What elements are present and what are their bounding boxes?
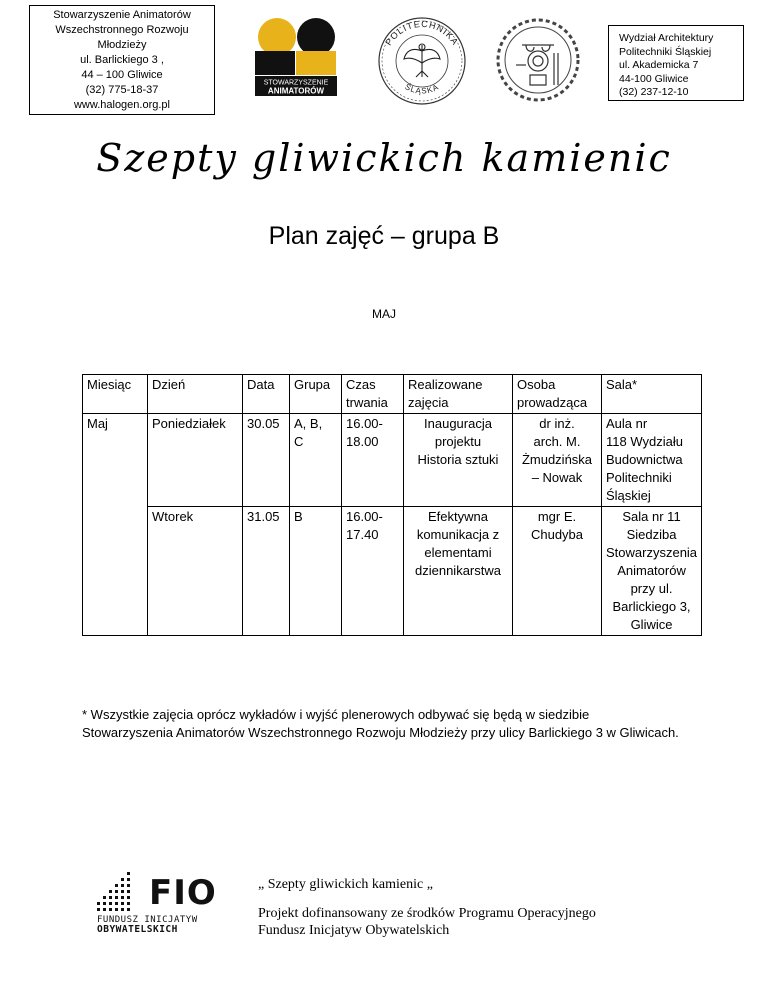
table-row [83, 414, 702, 507]
logo-text-line1: STOWARZYSZENIE [263, 79, 329, 87]
address-line: ul. Akademicka 7 [619, 59, 699, 71]
footer-line: Projekt dofinansowany ze środków Programu Operacyjnego [258, 906, 596, 921]
header-date: Data [243, 375, 290, 414]
faculty-emblem [492, 15, 584, 105]
address-line: (32) 237-12-10 [619, 86, 689, 98]
dots-grid-icon [97, 872, 130, 911]
header-group: Grupa [290, 375, 342, 414]
table-header-row [83, 375, 702, 414]
cell-room: Aula nr 118 Wydziału Budownictwa Politechniki Śląskiej [602, 414, 702, 507]
schedule-table [82, 374, 702, 636]
page-subtitle: Plan zajęć – grupa B [268, 222, 500, 250]
cell-activity: Efektywna komunikacja z elementami dziennikarstwa [404, 507, 513, 636]
fio-line1: FUNDUSZ INICJATYW [97, 915, 198, 925]
logo-text-line2: ANIMATORÓW [267, 86, 325, 96]
header-duration: Czas trwania [342, 375, 404, 414]
fio-line2: OBYWATELSKICH [97, 924, 178, 934]
cell-room: Sala nr 11 Siedziba Stowarzyszenia Animatorów przy ul. Barlickiego 3, Gliwice [602, 507, 702, 636]
header-day: Dzień [148, 375, 243, 414]
month-label: MAJ [372, 307, 396, 321]
cell-group: A, B, C [290, 414, 342, 507]
cell-time: 16.00- 17.40 [342, 507, 404, 636]
header-room: Sala* [602, 375, 702, 414]
eagle-icon [404, 44, 440, 77]
svg-text:ŚLĄSKA [403, 82, 440, 95]
cell-month: Maj [83, 414, 148, 636]
address-line: ul. Barlickiego 3 , [80, 54, 164, 66]
cell-date: 30.05 [243, 414, 290, 507]
address-line: Wszechstronnego Rozwoju [55, 24, 189, 36]
association-address-box [29, 5, 215, 115]
cell-person: dr inż. arch. M. Żmudzińska – Nowak [513, 414, 602, 507]
fio-wordmark: FIO [149, 873, 217, 913]
header-person: Osoba prowadząca [513, 375, 602, 414]
logo-black-circle [297, 18, 335, 56]
svg-text:POLITECHNIKA [383, 19, 460, 47]
website-link[interactable]: www.halogen.org.pl [73, 99, 170, 111]
politechnika-seal [372, 15, 472, 105]
address-line: 44 – 100 Gliwice [81, 69, 163, 81]
seal-bottom-text: ŚLĄSKA [403, 82, 441, 96]
cell-date: 31.05 [243, 507, 290, 636]
footer-quote: „ Szepty gliwickich kamienic „ [258, 877, 433, 892]
seal-top-text: POLITECHNIKA [383, 18, 461, 48]
header-month: Miesiąc [83, 375, 148, 414]
address-line: Stowarzyszenie Animatorów [53, 9, 191, 21]
footnote: * Wszystkie zajęcia oprócz wykładów i wyjść plenerowych odbywać się będą w siedzibie Stowarzyszenia Animatorów Wszechstronnego Rozwoju Młodzieży przy ulicy Barlickiego 3 w Gliwicach. [82, 707, 679, 740]
logo-black-block [255, 51, 295, 75]
cell-day: Poniedziałek [148, 414, 243, 507]
address-line: Politechniki Śląskiej [619, 45, 712, 58]
cell-day: Wtorek [148, 507, 243, 636]
address-line: Młodzieży [97, 39, 147, 51]
address-line: 44-100 Gliwice [619, 72, 689, 85]
cell-activity: Inauguracja projektu Historia sztuki [404, 414, 513, 507]
table-row [83, 507, 702, 636]
cell-time: 16.00- 18.00 [342, 414, 404, 507]
header-activity: Realizowane zajęcia [404, 375, 513, 414]
logo-yellow-block [296, 51, 336, 75]
faculty-address-box [608, 25, 744, 101]
footer-text [258, 876, 718, 939]
fio-logo [95, 868, 230, 934]
logo-yellow-circle [258, 18, 296, 56]
association-logo [250, 15, 348, 97]
cell-person: mgr E. Chudyba [513, 507, 602, 636]
footer-line: Fundusz Inicjatyw Obywatelskich [258, 923, 450, 938]
ionic-column-icon [516, 45, 558, 85]
cell-group: B [290, 507, 342, 636]
address-line: Wydział Architektury [619, 32, 714, 44]
page-title: Szepty gliwickich kamienic [96, 136, 672, 180]
address-line: (32) 775-18-37 [85, 84, 159, 96]
